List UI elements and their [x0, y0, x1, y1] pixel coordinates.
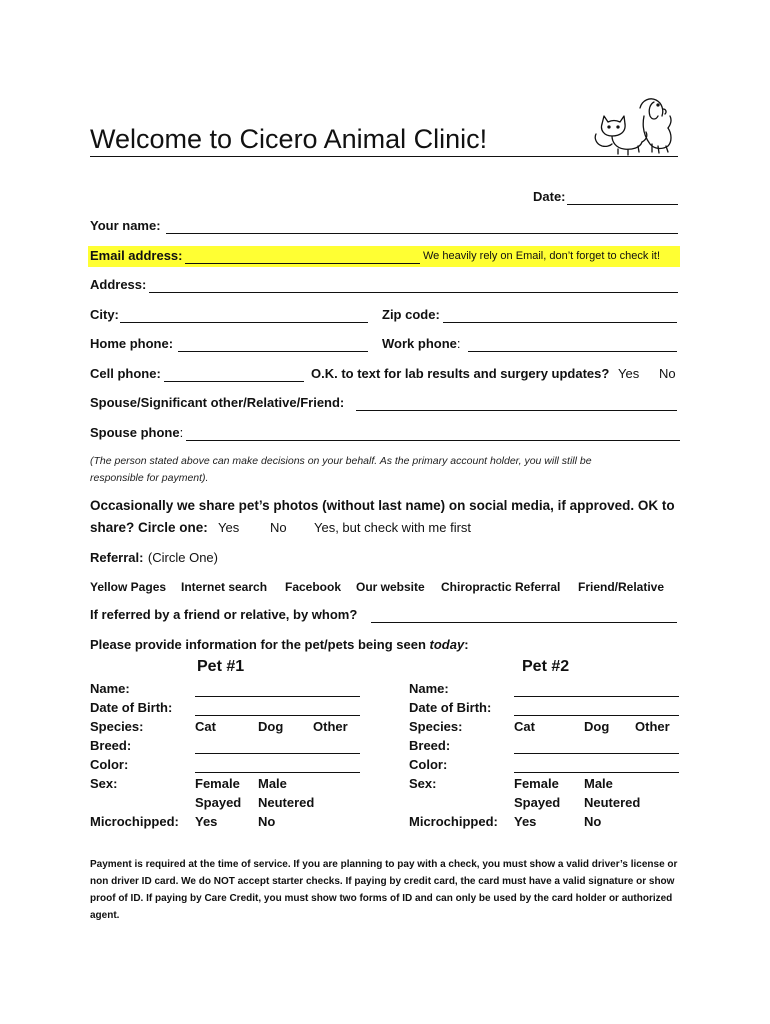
pet-1-micro-no[interactable]: No — [258, 814, 276, 829]
work-phone-field[interactable] — [468, 351, 677, 352]
date-field[interactable] — [567, 204, 678, 205]
pet-2-breed-label: Breed: — [409, 738, 451, 753]
pet-1-dob-field[interactable] — [195, 715, 360, 716]
page-title: Welcome to Cicero Animal Clinic! — [90, 124, 488, 154]
date-label: Date: — [533, 189, 566, 204]
zip-label: Zip code: — [382, 307, 440, 322]
city-label: City: — [90, 307, 119, 322]
pet-1-species-other[interactable]: Other — [313, 719, 348, 734]
referral-option-facebook[interactable]: Facebook — [285, 580, 342, 594]
text-ok-label: O.K. to text for lab results and surgery updates? — [311, 366, 610, 381]
pet-2-heading: Pet #2 — [522, 658, 570, 675]
pet-2-dob-field[interactable] — [514, 715, 679, 716]
social-option-yes[interactable]: Yes — [218, 520, 240, 535]
pet-2-species-dog[interactable]: Dog — [584, 719, 610, 734]
referred-by-field[interactable] — [371, 622, 677, 623]
referral-option-internet[interactable]: Internet search — [181, 580, 268, 594]
spouse-phone-field[interactable] — [186, 440, 680, 441]
spouse-phone-label: Spouse phone: — [90, 425, 184, 440]
pet-1-micro-yes[interactable]: Yes — [195, 814, 218, 829]
pet-2-color-label: Color: — [409, 757, 448, 772]
pet-1-spayed[interactable]: Spayed — [195, 795, 242, 810]
referral-hint: (Circle One) — [147, 550, 218, 565]
pet-2-sex-label: Sex: — [409, 776, 437, 791]
work-phone-label: Work phone: — [382, 336, 461, 351]
social-option-no[interactable]: No — [270, 520, 287, 535]
zip-field[interactable] — [443, 322, 677, 323]
pet-1-name-field[interactable] — [195, 696, 360, 697]
home-phone-field[interactable] — [178, 351, 368, 352]
pet-1-micro-label: Microchipped: — [90, 814, 179, 829]
social-option-yes-check[interactable]: Yes, but check with me first — [314, 520, 472, 535]
pet-1-sex-male[interactable]: Male — [258, 776, 287, 791]
pet-2-name-label: Name: — [409, 681, 449, 696]
social-text: Occasionally we share pet’s photos (without last name) on social media, if approved. OK to — [90, 498, 675, 513]
your-name-label: Your name: — [90, 218, 161, 233]
pet-1-species-label: Species: — [90, 719, 144, 734]
payment-note: Payment is required at the time of service. If you are planning to pay with a check, you must show a valid driver’s license or non driver ID card. We do NOT accept starter checks. If paying by credit card, the card must have a valid signature or show proof of ID. If paying by Care Credit, you must show two forms of ID and can only be used by the card holder or authorized agent. — [90, 859, 678, 921]
spouse-label: Spouse/Significant other/Relative/Friend: — [90, 395, 345, 410]
home-phone-label: Home phone: — [90, 336, 174, 351]
pet-2-species-cat[interactable]: Cat — [514, 719, 535, 734]
pet-2-micro-label: Microchipped: — [409, 814, 498, 829]
pet-2-name-field[interactable] — [514, 696, 679, 697]
pet-1-heading: Pet #1 — [197, 658, 245, 675]
pet-1-neutered[interactable]: Neutered — [258, 795, 315, 810]
referral-option-website[interactable]: Our website — [356, 580, 425, 594]
pet-2-color-field[interactable] — [514, 772, 679, 773]
pet-2-species-other[interactable]: Other — [635, 719, 670, 734]
cell-phone-label: Cell phone: — [90, 366, 161, 381]
email-field[interactable] — [185, 263, 420, 264]
pet-2-micro-yes[interactable]: Yes — [514, 814, 537, 829]
pet-2-dob-label: Date of Birth: — [409, 700, 492, 715]
referral-option-chiropractic[interactable]: Chiropractic Referral — [441, 580, 561, 594]
cat-and-dog-icon — [592, 94, 674, 156]
pet-1-sex-label: Sex: — [90, 776, 118, 791]
title-underline — [90, 156, 678, 157]
email-label: Email address: — [90, 248, 183, 263]
pet-1-species-cat[interactable]: Cat — [195, 719, 216, 734]
referral-heading — [90, 549, 218, 567]
pet-1-name-label: Name: — [90, 681, 130, 696]
pet-1-species-dog[interactable]: Dog — [258, 719, 284, 734]
social-circle-label: share? Circle one: — [90, 520, 208, 535]
pet-1-dob-label: Date of Birth: — [90, 700, 173, 715]
email-note: We heavily rely on Email, don’t forget to check it! — [423, 250, 661, 262]
cell-phone-field[interactable] — [164, 381, 304, 382]
pet-1-sex-female[interactable]: Female — [195, 776, 240, 791]
notice-line-2: responsible for payment). — [90, 472, 209, 484]
address-field[interactable] — [149, 292, 678, 293]
city-field[interactable] — [120, 322, 368, 323]
address-label: Address: — [90, 277, 147, 292]
your-name-field[interactable] — [166, 233, 678, 234]
pet-2-neutered[interactable]: Neutered — [584, 795, 641, 810]
referral-option-friend[interactable]: Friend/Relative — [578, 580, 665, 594]
pet-1-color-label: Color: — [90, 757, 129, 772]
pet-1-breed-label: Breed: — [90, 738, 132, 753]
pets-intro: Please provide information for the pet/pets being seen today: — [90, 637, 469, 652]
spouse-field[interactable] — [356, 410, 677, 411]
pet-1-color-field[interactable] — [195, 772, 360, 773]
text-ok-no-option[interactable]: No — [659, 366, 676, 381]
text-ok-yes-option[interactable]: Yes — [618, 366, 640, 381]
pet-2-spayed[interactable]: Spayed — [514, 795, 561, 810]
referral-label: Referral: — [90, 550, 144, 565]
pet-1-breed-field[interactable] — [195, 753, 360, 754]
pet-2-sex-female[interactable]: Female — [514, 776, 559, 791]
referral-option-yellow-pages[interactable]: Yellow Pages — [90, 580, 167, 594]
pet-2-micro-no[interactable]: No — [584, 814, 602, 829]
pet-2-species-label: Species: — [409, 719, 463, 734]
pet-2-sex-male[interactable]: Male — [584, 776, 613, 791]
notice-line-1: (The person stated above can make decisions on your behalf. As the primary account holder, you will still be — [90, 455, 592, 467]
pet-2-breed-field[interactable] — [514, 753, 679, 754]
referred-by-label: If referred by a friend or relative, by whom? — [90, 607, 358, 622]
